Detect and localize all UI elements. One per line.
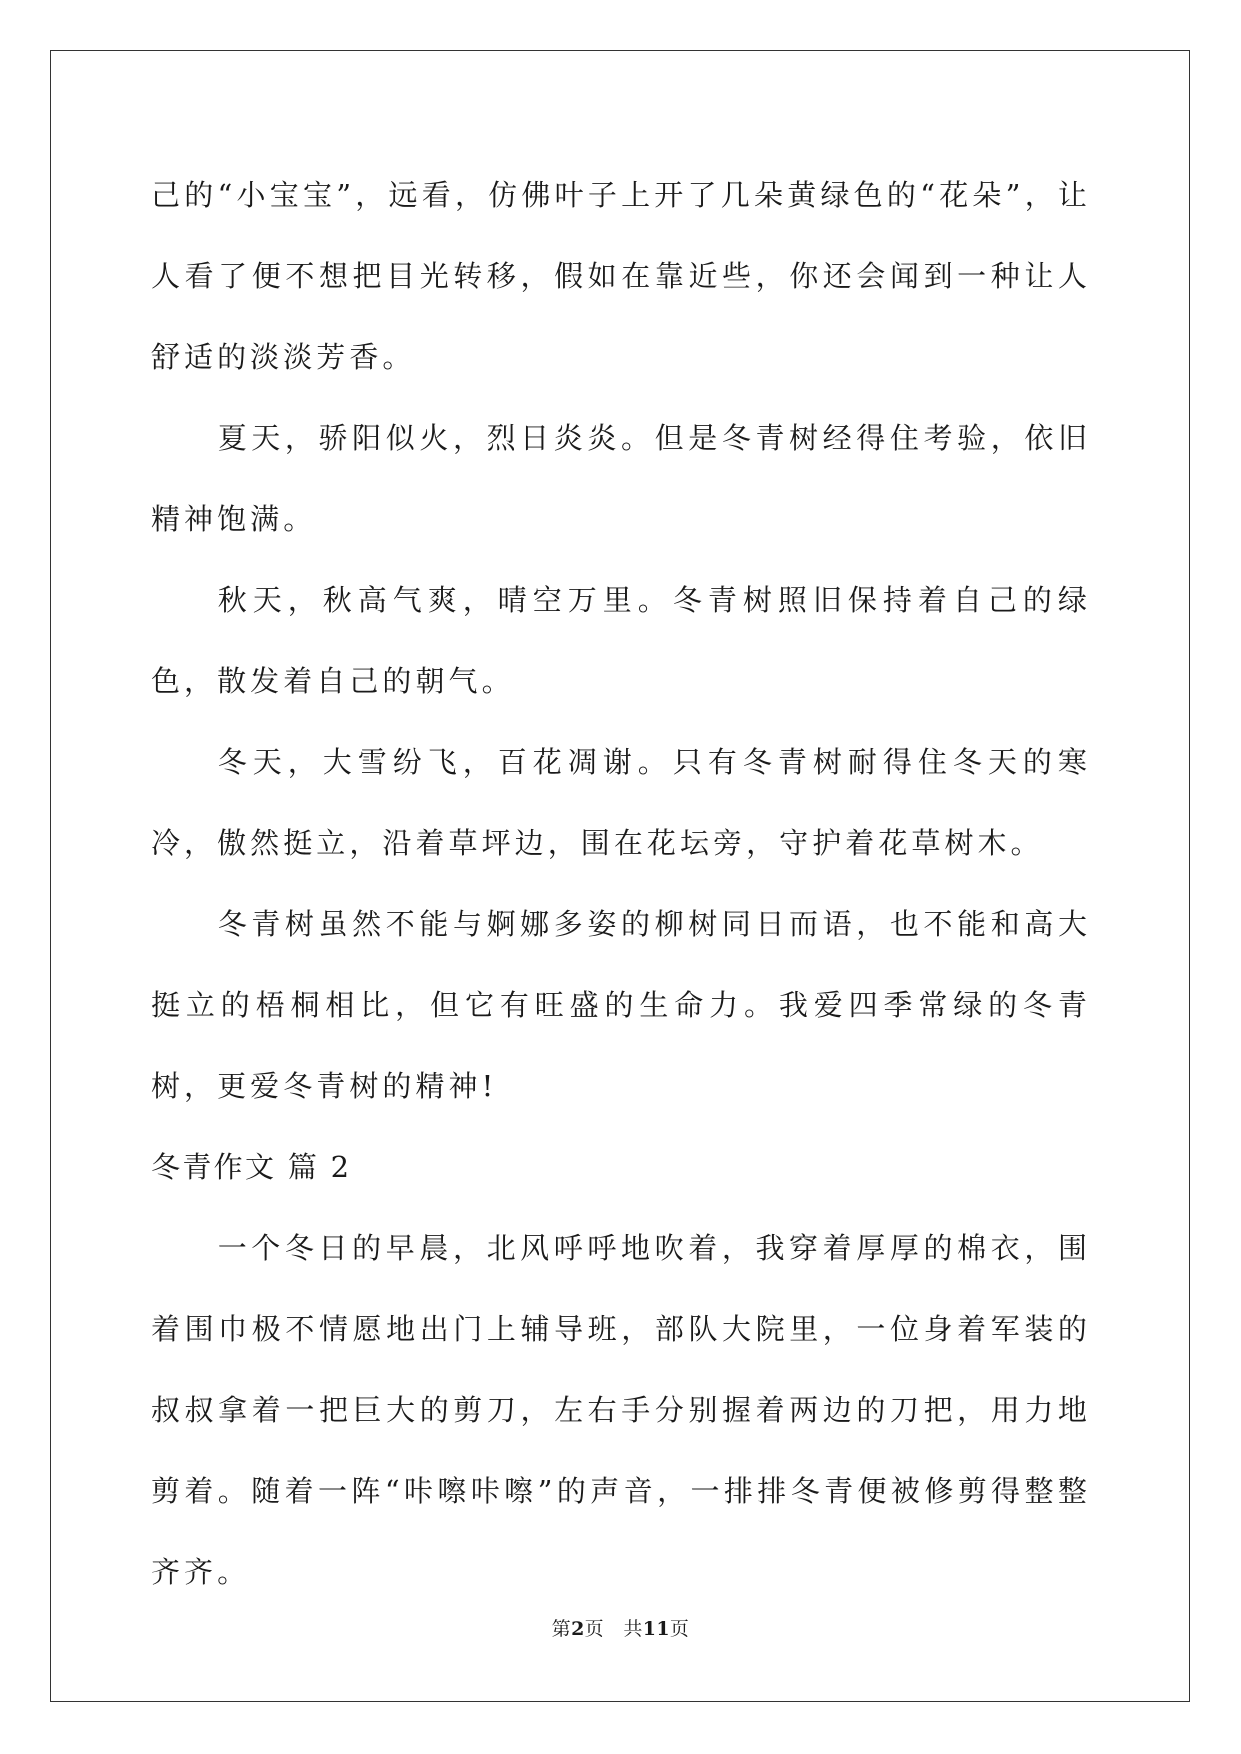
page-prefix: 第: [551, 1618, 572, 1640]
total-prefix: 共: [623, 1618, 643, 1640]
page-suffix: 页: [584, 1618, 605, 1640]
section-heading: 冬青作文 篇 2: [151, 1150, 352, 1184]
paragraph: 秋天，秋高气爽，晴空万里。冬青树照旧保持着自己的绿色，散发着自己的朝气。: [151, 583, 1091, 698]
paragraph: 一个冬日的早晨，北风呼呼地吹着，我穿着厚厚的棉衣，围着围巾极不情愿地出门上辅导班，部队大院里，一位身着军装的叔叔拿着一把巨大的剪刀，左右手分别握着两边的刀把，用力地剪着。随着一阵“咔嚓咔嚓”的声音，一排排冬青便被修剪得整整齐齐。: [151, 1231, 1091, 1589]
paragraph: 夏天，骄阳似火，烈日炎炎。但是冬青树经得住考验，依旧精神饱满。: [151, 421, 1091, 536]
page-footer: [0, 1614, 1241, 1641]
total-pages: 11: [642, 1618, 670, 1640]
paragraph: 冬青树虽然不能与婀娜多姿的柳树同日而语，也不能和高大挺立的梧桐相比，但它有旺盛的生命力。我爱四季常绿的冬青树，更爱冬青树的精神!: [151, 907, 1091, 1103]
document-body: [151, 155, 1091, 1613]
paragraph: 冬天，大雪纷飞，百花凋谢。只有冬青树耐得住冬天的寒冷，傲然挺立，沿着草坪边，围在花坛旁，守护着花草树木。: [151, 745, 1091, 860]
page-number: 2: [571, 1618, 585, 1640]
paragraph: 己的“小宝宝”，远看，仿佛叶子上开了几朵黄绿色的“花朵”，让人看了便不想把目光转移，假如在靠近些，你还会闻到一种让人舒适的淡淡芳香。: [151, 178, 1091, 374]
total-suffix: 页: [669, 1618, 690, 1640]
